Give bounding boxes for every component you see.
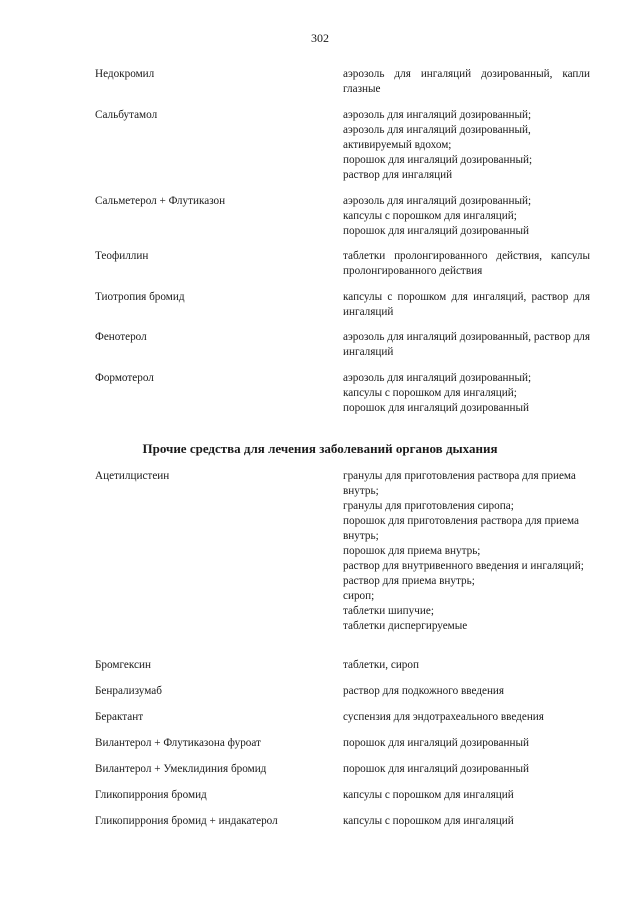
drug-forms: аэрозоль для ингаляций дозированный, капли глазные [343, 68, 590, 95]
drug-name: Вилантерол + Флутиказона фуроат [95, 737, 261, 749]
drug-forms [343, 371, 590, 416]
form-line: порошок для ингаляций дозированный [343, 225, 529, 237]
form-line: сироп; [343, 590, 375, 602]
drug-forms: раствор для подкожного введения [343, 685, 505, 697]
form-line: раствор для ингаляций [343, 169, 453, 181]
form-line: порошок для приема внутрь; [343, 545, 481, 557]
drug-forms [343, 469, 590, 634]
drug-forms: капсулы с порошком для ингаляций, раствор для ингаляций [343, 291, 590, 318]
form-line: раствор для приема внутрь; [343, 575, 475, 587]
drug-name: Вилантерол + Умеклидиния бромид [95, 763, 267, 775]
drug-forms [343, 108, 590, 183]
drug-name: Фенотерол [95, 331, 147, 343]
form-line: капсулы с порошком для ингаляций; [343, 387, 517, 399]
drug-name: Бенрализумаб [95, 685, 162, 697]
drug-name: Сальметерол + Флутиказон [95, 195, 226, 207]
form-line: аэрозоль для ингаляций дозированный; [343, 109, 532, 121]
drug-name: Недокромил [95, 68, 155, 80]
drug-name: Ацетилцистеин [95, 470, 170, 482]
form-line: аэрозоль для ингаляций дозированный; [343, 372, 532, 384]
drug-name: Тиотропия бромид [95, 291, 185, 303]
drug-name: Формотерол [95, 372, 154, 384]
form-line: капсулы с порошком для ингаляций; [343, 210, 517, 222]
form-line: порошок для приготовления раствора для приема внутрь; [343, 515, 579, 542]
form-line: порошок для ингаляций дозированный [343, 402, 529, 414]
form-line: аэрозоль для ингаляций дозированный, активируемый вдохом; [343, 124, 531, 151]
drug-forms: аэрозоль для ингаляций дозированный, раствор для ингаляций [343, 331, 590, 358]
drug-name: Берактант [95, 711, 144, 723]
form-line: гранулы для приготовления сиропа; [343, 500, 514, 512]
drug-forms: капсулы с порошком для ингаляций [343, 789, 514, 801]
page-number: 302 [311, 31, 329, 45]
drug-forms: порошок для ингаляций дозированный [343, 763, 529, 775]
form-line: гранулы для приготовления раствора для приема внутрь; [343, 470, 576, 497]
form-line: порошок для ингаляций дозированный; [343, 154, 533, 166]
drug-forms: суспензия для эндотрахеального введения [343, 711, 544, 723]
form-line: раствор для внутривенного введения и ингаляций; [343, 560, 584, 572]
drug-forms: капсулы с порошком для ингаляций [343, 815, 514, 827]
drug-name: Теофиллин [95, 250, 149, 262]
drug-name: Гликопиррония бромид + индакатерол [95, 815, 278, 827]
form-line: аэрозоль для ингаляций дозированный; [343, 195, 532, 207]
form-line: таблетки диспергируемые [343, 620, 468, 632]
drug-forms: таблетки пролонгированного действия, капсулы пролонгированного действия [343, 250, 590, 277]
form-line: таблетки шипучие; [343, 605, 434, 617]
drug-forms: таблетки, сироп [343, 659, 419, 671]
drug-name: Гликопиррония бромид [95, 789, 207, 801]
drug-forms: порошок для ингаляций дозированный [343, 737, 529, 749]
drug-name: Сальбутамол [95, 109, 158, 121]
drug-name: Бромгексин [95, 659, 151, 671]
section-heading: Прочие средства для лечения заболеваний органов дыхания [142, 441, 498, 456]
drug-forms [343, 194, 590, 239]
